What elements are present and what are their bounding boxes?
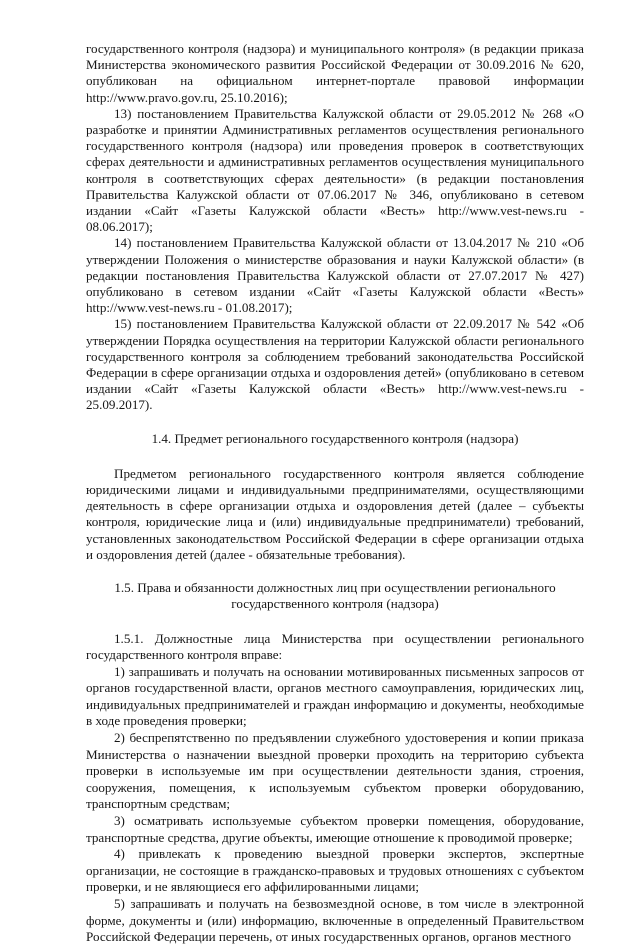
list-item-15: 15) постановлением Правительства Калужской области от 22.09.2017 № 542 «Об утверждении Порядка осуществления на территории Калужской области регионального государственного контроля за соблюдением требований законодательства Российской Федерации в сфере организации отдыха и оздоровления детей» (опубликовано в сетевом издании «Сайт «Газеты Калужской области «Весть» http://www.vest-news.ru - 25.09.2017). (86, 316, 584, 413)
section-heading-1-4: 1.4. Предмет регионального государственного контроля (надзора) (151, 430, 519, 446)
paragraph-subject-of-control: Предметом регионального государственного контроля является соблюдение юридическими лицами и индивидуальными предпринимателями, осуществляющими деятельность в сфере организации отдыха и оздоровления детей (далее – субъекты контроля, юридические лица и (или) индивидуальные предприниматели) требований, установленных законодательством Российской Федерации в сфере организации отдыха и оздоровления детей (далее - обязательные требования). (86, 465, 584, 562)
list-item-2: 2) беспрепятственно по предъявлении служебного удостоверения и копии приказа Министерства о назначении выездной проверки проходить на территорию субъекта проверки в используемые им при осуществлении деятельности здания, строения, сооружения, помещения, к используемым субъектом проверки оборудованию, транспортным средствам; (86, 730, 584, 812)
list-item-1: 1) запрашивать и получать на основании мотивированных письменных запросов от органов государственной власти, органов местного самоуправления, юридических лиц, индивидуальных предпринимателей и граждан информацию и документы, необходимые в ходе проведения проверки; (86, 663, 584, 729)
paragraph-continuation: государственного контроля (надзора) и муниципального контроля» (в редакции приказа Министерства экономического развития Российской Федерации от 30.09.2016 № 620, опубликован на официальном интернет-портале правовой информации http://www.pravo.gov.ru, 25.10.2016); (86, 41, 584, 105)
list-item-13: 13) постановлением Правительства Калужской области от 29.05.2012 № 268 «О разработке и принятии Административных регламентов осуществления регионального государственного контроля (надзора) или проведения проверок в соответствующих сферах деятельности и административных регламентов осуществления муниципального контроля в соответствующих сферах деятельности» (в редакции постановления Правительства Калужской области от 07.06.2017 № 346, опубликовано в сетевом издании «Сайт «Газеты Калужской области «Весть» http://www.vest-news.ru - 08.06.2017); (86, 105, 584, 235)
list-item-3: 3) осматривать используемые субъектом проверки помещения, оборудование, транспортные средства, другие объекты, имеющие отношение к проводимой проверке; (86, 813, 584, 845)
list-item-14: 14) постановлением Правительства Калужской области от 13.04.2017 № 210 «Об утверждении Положения о министерстве образования и науки Калужской области» (в редакции постановления Правительства Калужской области от 27.07.2017 № 427) опубликовано в сетевом издании «Сайт «Газеты Калужской области «Весть» http://www.vest-news.ru - 01.08.2017); (86, 235, 584, 316)
list-item-5: 5) запрашивать и получать на безвозмездной основе, в том числе в электронной форме, документы и (или) информацию, включенные в определенный Правительством Российской Федерации перечень, от иных государственных органов, органов местного (86, 896, 584, 945)
section-heading-1-5: 1.5. Права и обязанности должностных лиц при осуществлении регионального государственного контроля (надзора) (114, 580, 556, 612)
list-item-4: 4) привлекать к проведению выездной проверки экспертов, экспертные организации, не состоящие в гражданско-правовых и трудовых отношениях с субъектом проверки, и не являющиеся его аффилированными лицами; (86, 846, 584, 895)
clause-1-5-1: 1.5.1. Должностные лица Министерства при осуществлении регионального государственного контроля вправе: (86, 630, 584, 663)
